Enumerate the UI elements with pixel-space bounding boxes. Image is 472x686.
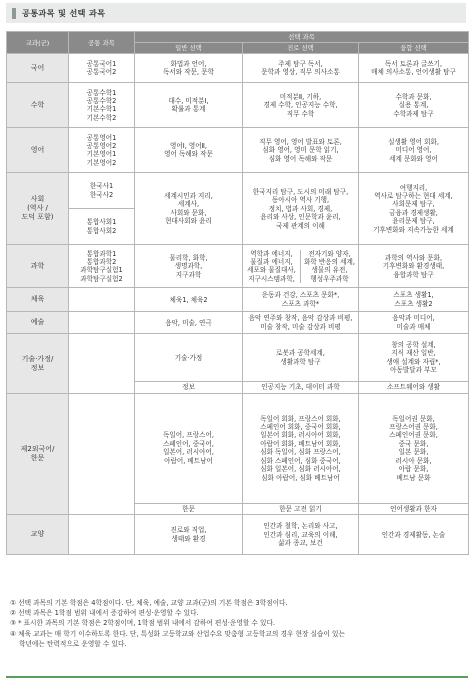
area-7-line: 예술 xyxy=(30,318,45,327)
general-10-line: 진로와 직업, xyxy=(170,526,207,535)
general-1-line: 화법과 언어, xyxy=(170,59,207,68)
conv-1-line: 매체 의사소통, 언어생활 탐구 xyxy=(371,68,456,77)
conv-7 xyxy=(359,312,469,334)
career-10 xyxy=(243,515,359,555)
general-9-top-line: 일본어, 러시아어, xyxy=(163,448,214,457)
common-3-line: 공통영어2 xyxy=(86,141,117,150)
section-header xyxy=(6,3,466,23)
conv-4 xyxy=(359,173,469,245)
area-3 xyxy=(7,128,69,173)
career-5-right-line: 행성우주과학 xyxy=(310,274,349,283)
notes xyxy=(10,598,466,649)
general-8-top-line: 기술·가정 xyxy=(174,353,203,362)
career-1 xyxy=(243,54,359,83)
header-elective: 선택 과목 xyxy=(135,32,469,43)
career-5-right xyxy=(300,250,358,284)
career-9-top-line: 심화 일본어, 심화 러시아어, xyxy=(260,465,341,474)
area-4-line: (역사 / xyxy=(27,204,48,213)
section-marker xyxy=(12,8,16,19)
career-8-bottom-line: 인공지능 기초, 데이터 과학 xyxy=(261,383,340,392)
career-9-top-line: 심화 스페인어, 심화 중국어, xyxy=(260,456,341,465)
career-6-line: 스포츠 과학* xyxy=(281,299,320,308)
header-career: 진로 선택 xyxy=(243,43,359,54)
conv-1 xyxy=(359,54,469,83)
career-4 xyxy=(243,173,359,245)
general-4-line: 사회와 문화, xyxy=(170,208,207,217)
common-4-top-line: 한국사1 xyxy=(89,182,114,191)
conv-4-line: 금융과 경제생활, xyxy=(389,208,438,217)
common-5 xyxy=(69,245,135,288)
career-1-line: 주제 탐구 독서, xyxy=(278,59,323,68)
career-9-top-line: 심화 독일어, 심화 프랑스어, xyxy=(260,448,341,457)
career-9-top-line: 일본어 회화, 러시아어 회화, xyxy=(260,431,341,440)
general-5-line: 물리학, 화학, xyxy=(169,253,208,262)
area-4-line: 사회 xyxy=(30,195,45,204)
conv-9-top xyxy=(359,393,469,503)
conv-8-bottom-line: 소프트웨어와 생활 xyxy=(386,383,441,392)
header-convergence: 융합 선택 xyxy=(359,43,469,54)
general-6-line: 체육1, 체육2 xyxy=(169,295,208,304)
note-4: ④ 체육 교과는 매 학기 이수하도록 한다. 단, 특성화 고등학교와 산업수요 맞춤형 고등학교의 경우 현장 실습이 있는 xyxy=(10,629,345,638)
conv-6-line: 스포츠 생활1, xyxy=(393,291,434,300)
conv-6 xyxy=(359,288,469,312)
area-7 xyxy=(7,312,69,334)
career-2-line: 경제 수학, 인공지능 수학, xyxy=(263,101,338,110)
area-2-line: 수학 xyxy=(30,100,45,109)
common-5-line: 통합과학1 xyxy=(86,249,117,258)
conv-9-top-line: 아랍 문화, xyxy=(398,465,429,474)
note-1: ① 선택 과목의 기본 학점은 4학점이다. 단, 체육, 예술, 교양 교과(군)의 기본 학점은 3학점이다. xyxy=(10,599,288,607)
career-3-line: 심화 영어, 영미 문학 읽기, xyxy=(262,146,339,155)
common-9 xyxy=(69,393,135,514)
common-2-line: 공통수학2 xyxy=(86,96,117,105)
note-2: ② 선택 과목은 1학점 범위 내에서 증감하여 편성·운영할 수 있다. xyxy=(10,609,199,618)
area-10-line: 교양 xyxy=(30,530,45,539)
career-9-top-line: 심화 아랍어, 심화 베트남어 xyxy=(261,473,340,482)
area-4-line: 도덕 포함) xyxy=(21,213,54,222)
conv-8-top-line: 아동발달과 부모 xyxy=(390,366,437,375)
general-1-line: 독서와 작문, 문학 xyxy=(163,68,214,77)
area-2 xyxy=(7,83,69,128)
conv-6-line: 스포츠 생활2 xyxy=(394,299,433,308)
career-4-line: 동아시아 역사 기행, xyxy=(271,196,330,205)
general-7 xyxy=(135,312,243,334)
career-4-line: 국제 관계의 이해 xyxy=(276,221,325,230)
career-7-line: 미술 창작, 미술 감상과 비평 xyxy=(260,322,341,331)
common-6 xyxy=(69,288,135,312)
conv-9-top-line: 프랑스어권 문화, xyxy=(389,423,438,431)
career-3 xyxy=(243,128,359,173)
common-2-line: 기본수학1 xyxy=(86,105,117,114)
common-1-line: 공통국어2 xyxy=(86,68,117,77)
career-3-line: 심화 영어 독해와 작문 xyxy=(268,154,333,163)
general-10-line: 생태와 환경 xyxy=(171,534,206,543)
general-8-top xyxy=(135,334,243,382)
career-6 xyxy=(243,288,359,312)
conv-9-bottom-line: 언어생활과 한자 xyxy=(390,504,437,513)
career-5-left-line: 세포와 물질대사, xyxy=(247,266,296,275)
area-8-line: 정보 xyxy=(30,363,45,372)
general-4 xyxy=(135,173,243,245)
career-5-right-line: 생물의 유전, xyxy=(311,266,348,275)
common-5-line: 과학탐구실험2 xyxy=(80,274,123,283)
career-4-line: 윤리와 사상, 인문학과 윤리, xyxy=(260,213,341,222)
conv-8-top xyxy=(359,334,469,382)
conv-4-line: 기후변화와 지속가능한 세계 xyxy=(373,225,454,234)
area-5-line: 과학 xyxy=(30,261,45,270)
area-8-line: 기술·가정/ xyxy=(21,354,54,363)
general-9-top-line: 아랍어, 베트남어 xyxy=(164,456,213,465)
common-3 xyxy=(69,128,135,173)
conv-2-line: 실용 통계, xyxy=(398,101,429,110)
career-9-bottom-line: 한문 고전 읽기 xyxy=(279,504,322,513)
common-7 xyxy=(69,312,135,334)
career-7 xyxy=(243,312,359,334)
common-2 xyxy=(69,83,135,128)
conv-10-line: 인간과 경제활동, 논술 xyxy=(381,530,446,539)
career-4-line: 한국지리 탐구, 도시의 미래 탐구, xyxy=(252,187,349,196)
common-1-line: 공통국어1 xyxy=(86,59,117,68)
career-5-split xyxy=(243,250,358,284)
career-8-top-line: 생활과학 탐구 xyxy=(280,357,321,366)
section-title: 공통과목 및 선택 과목 xyxy=(22,7,106,18)
area-3-line: 영어 xyxy=(30,145,45,154)
general-10 xyxy=(135,515,243,555)
common-4-top-line: 한국사2 xyxy=(89,190,114,199)
conv-8-top-line: 생애 설계와 자립*, xyxy=(386,357,441,366)
header-area: 교과(군) xyxy=(7,32,69,54)
general-9-top-line: 스페인어, 중국어, xyxy=(163,439,214,448)
area-9-line: 제2외국어/ xyxy=(20,445,55,454)
conv-9-top-line: 러시아 문화, xyxy=(395,456,432,465)
general-9-top xyxy=(135,393,243,503)
header-common: 공통 과목 xyxy=(69,32,135,54)
general-3 xyxy=(135,128,243,173)
conv-2 xyxy=(359,83,469,128)
career-1-line: 문학과 영상, 직무 의사소통 xyxy=(261,68,340,77)
career-10-line: 인간과 철학, 논리와 사고, xyxy=(263,522,338,531)
career-2-line: 미적분Ⅱ, 기하, xyxy=(279,92,322,101)
common-8 xyxy=(69,334,135,393)
conv-5 xyxy=(359,245,469,288)
note-4-cont: 학년에는 탄력적으로 운영할 수 있다. xyxy=(19,639,127,648)
common-1 xyxy=(69,54,135,83)
general-9-bottom-line: 한문 xyxy=(182,504,195,513)
career-5-left-line: 역학과 에너지, xyxy=(250,249,293,258)
career-9-top-line: 아랍어 회화, 베트남어 회화, xyxy=(260,439,341,448)
common-4-bottom xyxy=(69,209,135,245)
common-4-bottom-line: 통합사회1 xyxy=(86,218,117,227)
general-6 xyxy=(135,288,243,312)
conv-1-line: 독서 토론과 글쓰기, xyxy=(384,59,443,68)
career-9-top-line: 스페인어 회화, 중국어 회화, xyxy=(260,423,341,431)
conv-7-line: 음악과 미디어, xyxy=(392,314,435,323)
common-5-line: 과학탐구실험1 xyxy=(80,266,123,275)
conv-4-line: 여행지리, xyxy=(399,183,428,192)
career-4-line: 정치, 법과 사회, 경제, xyxy=(268,204,333,213)
area-10 xyxy=(7,515,69,555)
general-2-line: 대수, 미적분Ⅰ, xyxy=(168,96,209,105)
conv-8-top-line: 창의 공학 설계, xyxy=(391,341,436,349)
general-4-line: 현대사회와 윤리 xyxy=(165,217,212,226)
note-3: ③ * 표시한 과목의 기본 학점은 2학점이며, 1학점 범위 내에서 감하여 편성·운영할 수 있다. xyxy=(10,619,276,628)
area-8 xyxy=(7,334,69,393)
area-9-line: 한문 xyxy=(30,454,45,463)
area-6 xyxy=(7,288,69,312)
general-5-line: 지구과학 xyxy=(175,270,202,279)
area-1 xyxy=(7,54,69,83)
general-8-bottom xyxy=(135,382,243,393)
conv-7-line: 미술과 매체 xyxy=(396,322,431,331)
general-2-line: 확률과 통계 xyxy=(171,105,206,114)
common-2-line: 기본수학2 xyxy=(86,113,117,122)
common-5-line: 통합과학2 xyxy=(86,257,117,266)
area-4 xyxy=(7,173,69,245)
career-3-line: 직무 영어, 영어 발표와 토론, xyxy=(259,137,342,146)
conv-2-line: 수학과 문화, xyxy=(395,92,432,101)
general-7-line: 음악, 미술, 연극 xyxy=(165,318,212,327)
general-5 xyxy=(135,245,243,288)
conv-9-top-line: 스페인어권 문화, xyxy=(389,431,438,440)
conv-9-top-line: 중국 문화, xyxy=(398,439,429,448)
conv-9-bottom xyxy=(359,503,469,514)
career-8-top-line: 로봇과 공학세계, xyxy=(276,349,325,358)
general-9-bottom xyxy=(135,503,243,514)
career-5 xyxy=(243,245,359,288)
career-8-bottom xyxy=(243,382,359,393)
conv-2-line: 수학과제 탐구 xyxy=(393,109,434,118)
common-3-line: 공통영어1 xyxy=(86,133,117,142)
career-5-left-line: 물질과 에너지, xyxy=(250,257,293,266)
career-9-top-line: 독일어 회화, 프랑스어 회화, xyxy=(260,414,341,423)
area-9 xyxy=(7,393,69,514)
common-4-top xyxy=(69,173,135,209)
common-3-line: 기본영어2 xyxy=(86,158,117,167)
general-4-line: 세계시민과 지리, xyxy=(164,192,213,200)
career-10-line: 인간과 심리, 교육의 이해, xyxy=(263,530,338,539)
conv-4-line: 사회문제 탐구, xyxy=(392,200,435,209)
conv-9-top-line: 독일어권 문화, xyxy=(392,414,435,423)
career-6-line: 운동과 건강, 스포츠 문화*, xyxy=(261,291,340,300)
conv-5-line: 융합과학 탐구 xyxy=(393,270,434,279)
conv-4-line: 역사로 탐구하는 현대 세계, xyxy=(374,192,453,200)
career-9-bottom xyxy=(243,503,359,514)
career-7-line: 음악 연주와 창작, 음악 감상과 비평, xyxy=(248,314,353,323)
career-5-right-line: 전자기와 양자, xyxy=(308,249,351,258)
conv-9-top-line: 일본 문화, xyxy=(398,448,429,457)
area-6-line: 체육 xyxy=(30,295,45,304)
conv-3-line: 미디어 영어, xyxy=(395,146,432,155)
career-2 xyxy=(243,83,359,128)
general-9-top-line: 독일어, 프랑스어, xyxy=(163,431,214,440)
area-5 xyxy=(7,245,69,288)
general-2 xyxy=(135,83,243,128)
general-4-line: 세계사, xyxy=(177,200,200,209)
conv-3 xyxy=(359,128,469,173)
career-10-line: 삶과 종교, 보건 xyxy=(278,538,323,547)
career-9-top xyxy=(243,393,359,503)
career-5-right-line: 화학 반응의 세계, xyxy=(304,257,355,266)
conv-8-bottom xyxy=(359,382,469,393)
general-3-line: 영어 독해와 작문 xyxy=(164,150,213,159)
general-3-line: 영어Ⅰ, 영어Ⅱ, xyxy=(170,141,207,150)
conv-4-line: 윤리문제 탐구, xyxy=(392,217,435,226)
career-5-left-line: 지구시스템과학, xyxy=(248,274,295,283)
header-general: 일반 선택 xyxy=(135,43,243,54)
general-5-line: 생명과학, xyxy=(174,262,203,271)
conv-3-line: 실생활 영어 회화, xyxy=(388,137,439,146)
common-3-line: 기본영어1 xyxy=(86,150,117,159)
common-10 xyxy=(69,515,135,555)
common-4-bottom-line: 통합사회2 xyxy=(86,226,117,235)
conv-10 xyxy=(359,515,469,555)
conv-8-top-line: 지식 재산 일반, xyxy=(391,349,436,358)
conv-3-line: 세계 문화와 영어 xyxy=(389,154,438,163)
career-2-line: 직무 수학 xyxy=(286,109,315,118)
career-5-left xyxy=(243,250,300,284)
area-1-line: 국어 xyxy=(30,63,45,72)
general-8-bottom-line: 정보 xyxy=(182,383,195,392)
conv-9-top-line: 베트남 문화 xyxy=(396,473,431,482)
common-2-line: 공통수학1 xyxy=(86,88,117,97)
general-1 xyxy=(135,54,243,83)
career-8-top xyxy=(243,334,359,382)
curriculum-table xyxy=(6,31,469,555)
conv-5-line: 과학의 역사와 문화, xyxy=(384,253,443,262)
bottom-rule xyxy=(6,676,468,678)
conv-5-line: 기후변화와 환경생태, xyxy=(382,262,445,271)
